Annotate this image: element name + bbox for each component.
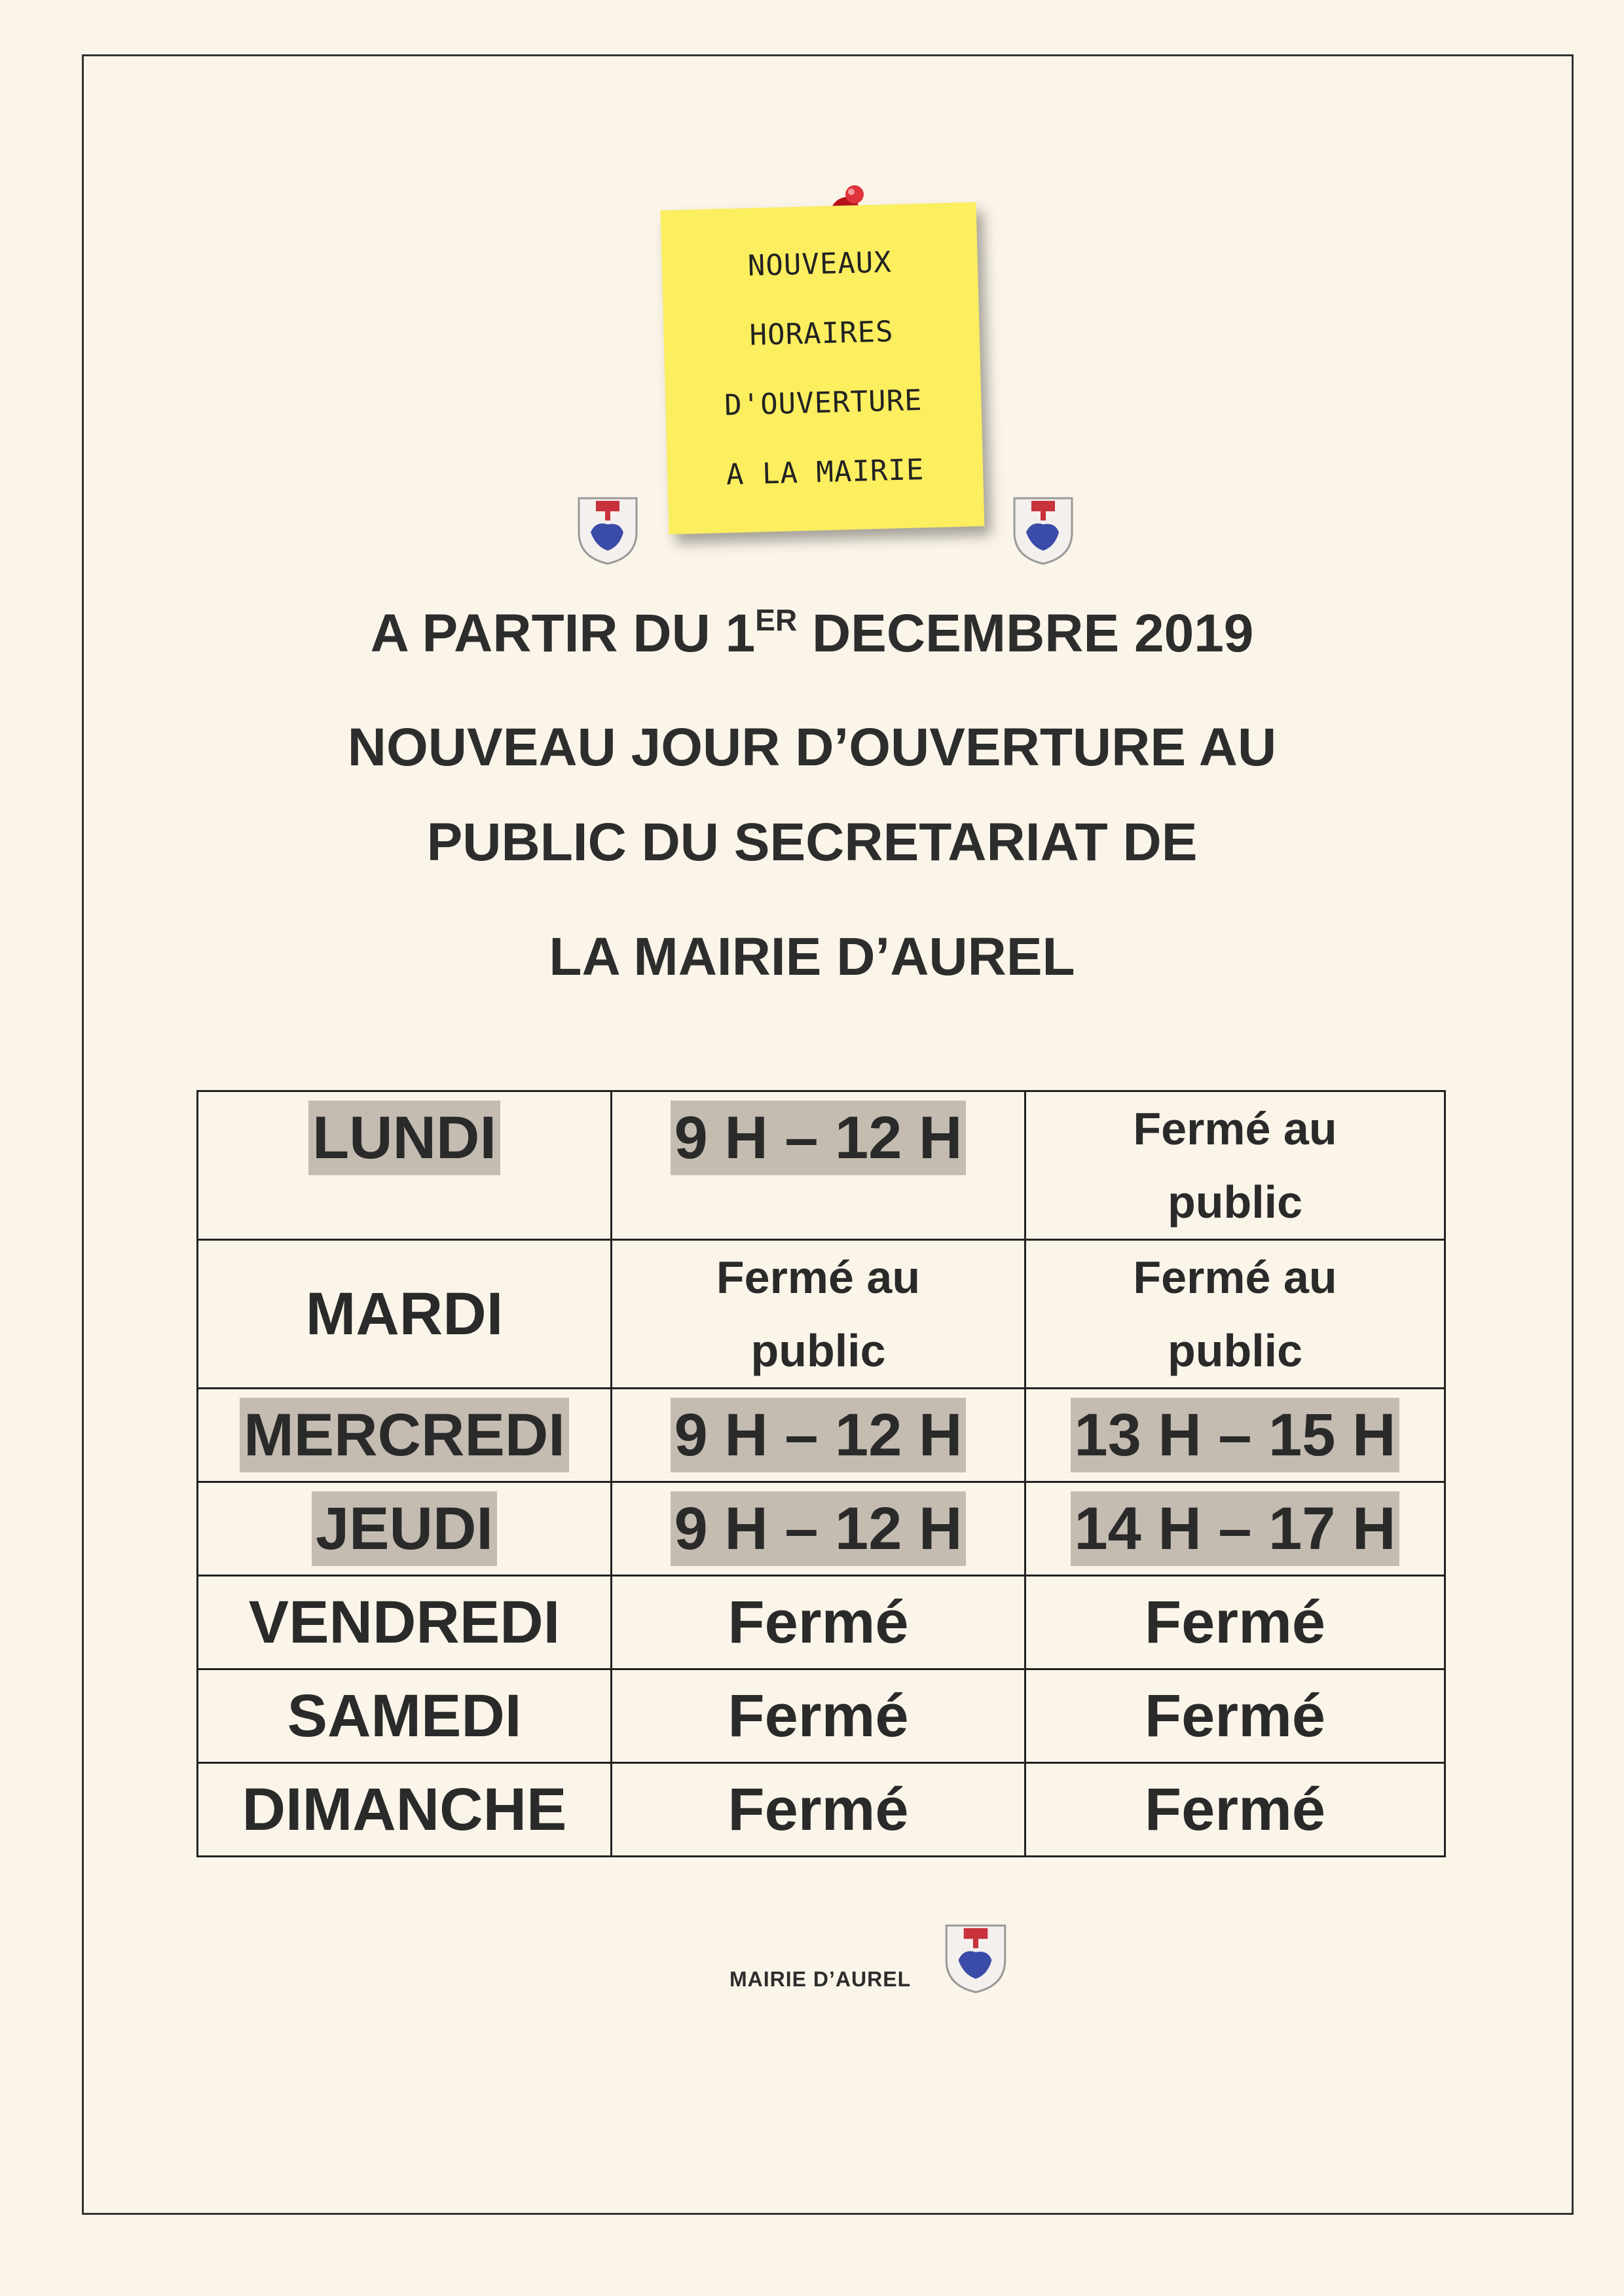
day-cell: [198, 1763, 612, 1857]
coat-of-arms-icon: [943, 1922, 1008, 1995]
morning-cell: [612, 1576, 1025, 1669]
morning-hours: 9 H – 12 H: [671, 1491, 967, 1566]
day-label: SAMEDI: [287, 1682, 522, 1749]
morning-cell: [612, 1763, 1025, 1857]
sticky-note: [661, 202, 985, 534]
afternoon-status: Fermé: [1144, 1682, 1326, 1749]
day-cell: [198, 1576, 612, 1669]
afternoon-status: Fermé au public: [1133, 1103, 1337, 1228]
afternoon-status: Fermé: [1144, 1588, 1326, 1656]
morning-cell: [612, 1240, 1025, 1389]
note-line-3: D'OUVERTURE: [724, 383, 923, 422]
table-row: [198, 1482, 1445, 1576]
day-cell: [198, 1389, 612, 1482]
table-row: [198, 1576, 1445, 1669]
headline-line-3: PUBLIC DU SECRETARIAT DE: [426, 812, 1198, 872]
day-label: LUNDI: [308, 1101, 500, 1175]
opening-hours-table: [196, 1090, 1446, 1857]
note-line-1: NOUVEAUX: [747, 245, 893, 283]
day-label: MERCREDI: [240, 1398, 569, 1472]
table-row: [198, 1669, 1445, 1763]
morning-cell: [612, 1389, 1025, 1482]
afternoon-cell: [1025, 1763, 1445, 1857]
day-label: VENDREDI: [248, 1588, 561, 1656]
afternoon-cell: [1025, 1482, 1445, 1576]
table-row: [198, 1240, 1445, 1389]
afternoon-status: Fermé: [1144, 1776, 1326, 1843]
coat-of-arms-icon: [576, 494, 639, 566]
morning-status: Fermé: [728, 1682, 909, 1749]
morning-hours: 9 H – 12 H: [671, 1398, 967, 1472]
day-cell: [198, 1240, 612, 1389]
table-row: [198, 1091, 1445, 1240]
table-row: [198, 1389, 1445, 1482]
note-line-4: A LA MAIRIE: [726, 452, 925, 492]
headline-line-4: LA MAIRIE D’AUREL: [549, 927, 1075, 987]
afternoon-cell: [1025, 1389, 1445, 1482]
footer-label: MAIRIE D’AUREL: [729, 1967, 912, 1991]
day-label: DIMANCHE: [242, 1776, 567, 1843]
afternoon-cell: [1025, 1669, 1445, 1763]
day-label: MARDI: [305, 1280, 504, 1347]
afternoon-cell: [1025, 1091, 1445, 1240]
morning-cell: [612, 1669, 1025, 1763]
morning-status: Fermé au public: [716, 1252, 921, 1376]
morning-status: Fermé: [728, 1588, 909, 1656]
morning-status: Fermé: [728, 1776, 909, 1843]
note-line-2: HORAIRES: [749, 314, 895, 352]
afternoon-cell: [1025, 1240, 1445, 1389]
table-row: [198, 1763, 1445, 1857]
afternoon-status: Fermé au public: [1133, 1252, 1337, 1376]
day-cell: [198, 1669, 612, 1763]
afternoon-hours: 13 H – 15 H: [1071, 1398, 1400, 1472]
headline-line-2: NOUVEAU JOUR D’OUVERTURE AU: [347, 718, 1277, 777]
morning-cell: [612, 1482, 1025, 1576]
day-cell: [198, 1482, 612, 1576]
morning-cell: [612, 1091, 1025, 1240]
day-label: JEUDI: [312, 1491, 497, 1566]
headline-date: A PARTIR DU 1ER DECEMBRE 2019: [370, 603, 1254, 663]
afternoon-cell: [1025, 1576, 1445, 1669]
morning-hours: 9 H – 12 H: [671, 1101, 967, 1175]
coat-of-arms-icon: [1012, 494, 1075, 566]
afternoon-hours: 14 H – 17 H: [1071, 1491, 1400, 1566]
day-cell: [198, 1091, 612, 1240]
